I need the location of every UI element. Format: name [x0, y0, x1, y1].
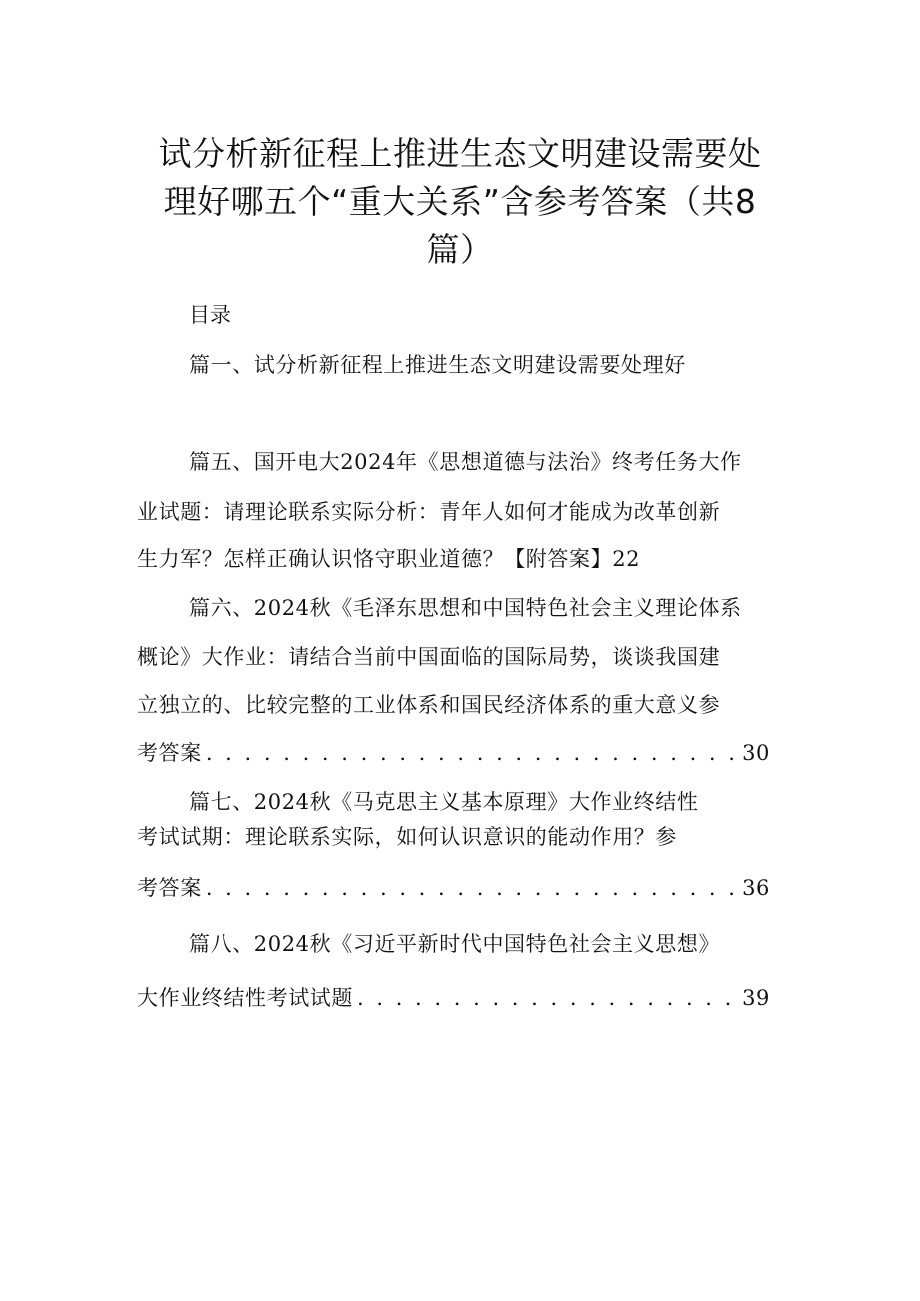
toc-entry-7-line[interactable]: 篇七、2024秋《马克思主义基本原理》大作业终结性	[189, 790, 699, 814]
toc-entry-6-last-line[interactable]	[137, 738, 770, 768]
toc-entry-8-last-line[interactable]	[137, 983, 770, 1013]
title-line: 试分析新征程上推进生态文明建设需要处	[158, 134, 762, 173]
title-line: 理好哪五个“重大关系”含参考答案（共8	[163, 182, 757, 221]
toc-page-number: 39	[742, 986, 770, 1010]
document-title	[150, 130, 770, 274]
title-line: 篇）	[426, 230, 494, 269]
toc-entry-8-line[interactable]: 篇八、2024秋《习近平新时代中国特色社会主义思想》	[189, 932, 721, 956]
toc-entry-text: 大作业终结性考试试题	[137, 986, 353, 1010]
toc-page-number: 36	[742, 876, 770, 900]
toc-entry-5-line[interactable]: 业试题：请理论联系实际分析：青年人如何才能成为改革创新	[137, 500, 721, 524]
toc-entry-text: 考答案	[137, 741, 202, 765]
toc-page-number: 30	[742, 741, 770, 765]
dot-leader	[357, 983, 738, 1013]
toc-entry-7-line[interactable]: 考试试期：理论联系实际，如何认识意识的能动作用？参	[137, 825, 677, 849]
toc-entry-6-line[interactable]: 篇六、2024秋《毛泽东思想和中国特色社会主义理论体系	[189, 596, 742, 620]
toc-entry-1-line[interactable]: 篇一、试分析新征程上推进生态文明建设需要处理好	[189, 353, 686, 377]
toc-entry-text: 考答案	[137, 876, 202, 900]
dot-leader	[206, 873, 738, 903]
toc-entry-5-line[interactable]: 生力军？怎样正确认识恪守职业道德？【附答案】22	[137, 547, 641, 571]
toc-entry-6-line[interactable]: 概论》大作业：请结合当前中国面临的国际局势，谈谈我国建	[137, 645, 721, 669]
toc-entry-6-line[interactable]: 立独立的、比较完整的工业体系和国民经济体系的重大意义参	[137, 693, 721, 717]
toc-heading: 目录	[189, 303, 231, 327]
dot-leader	[206, 738, 738, 768]
toc-entry-7-last-line[interactable]	[137, 873, 770, 903]
toc-entry-5-line[interactable]: 篇五、国开电大2024年《思想道德与法治》终考任务大作	[189, 450, 742, 474]
